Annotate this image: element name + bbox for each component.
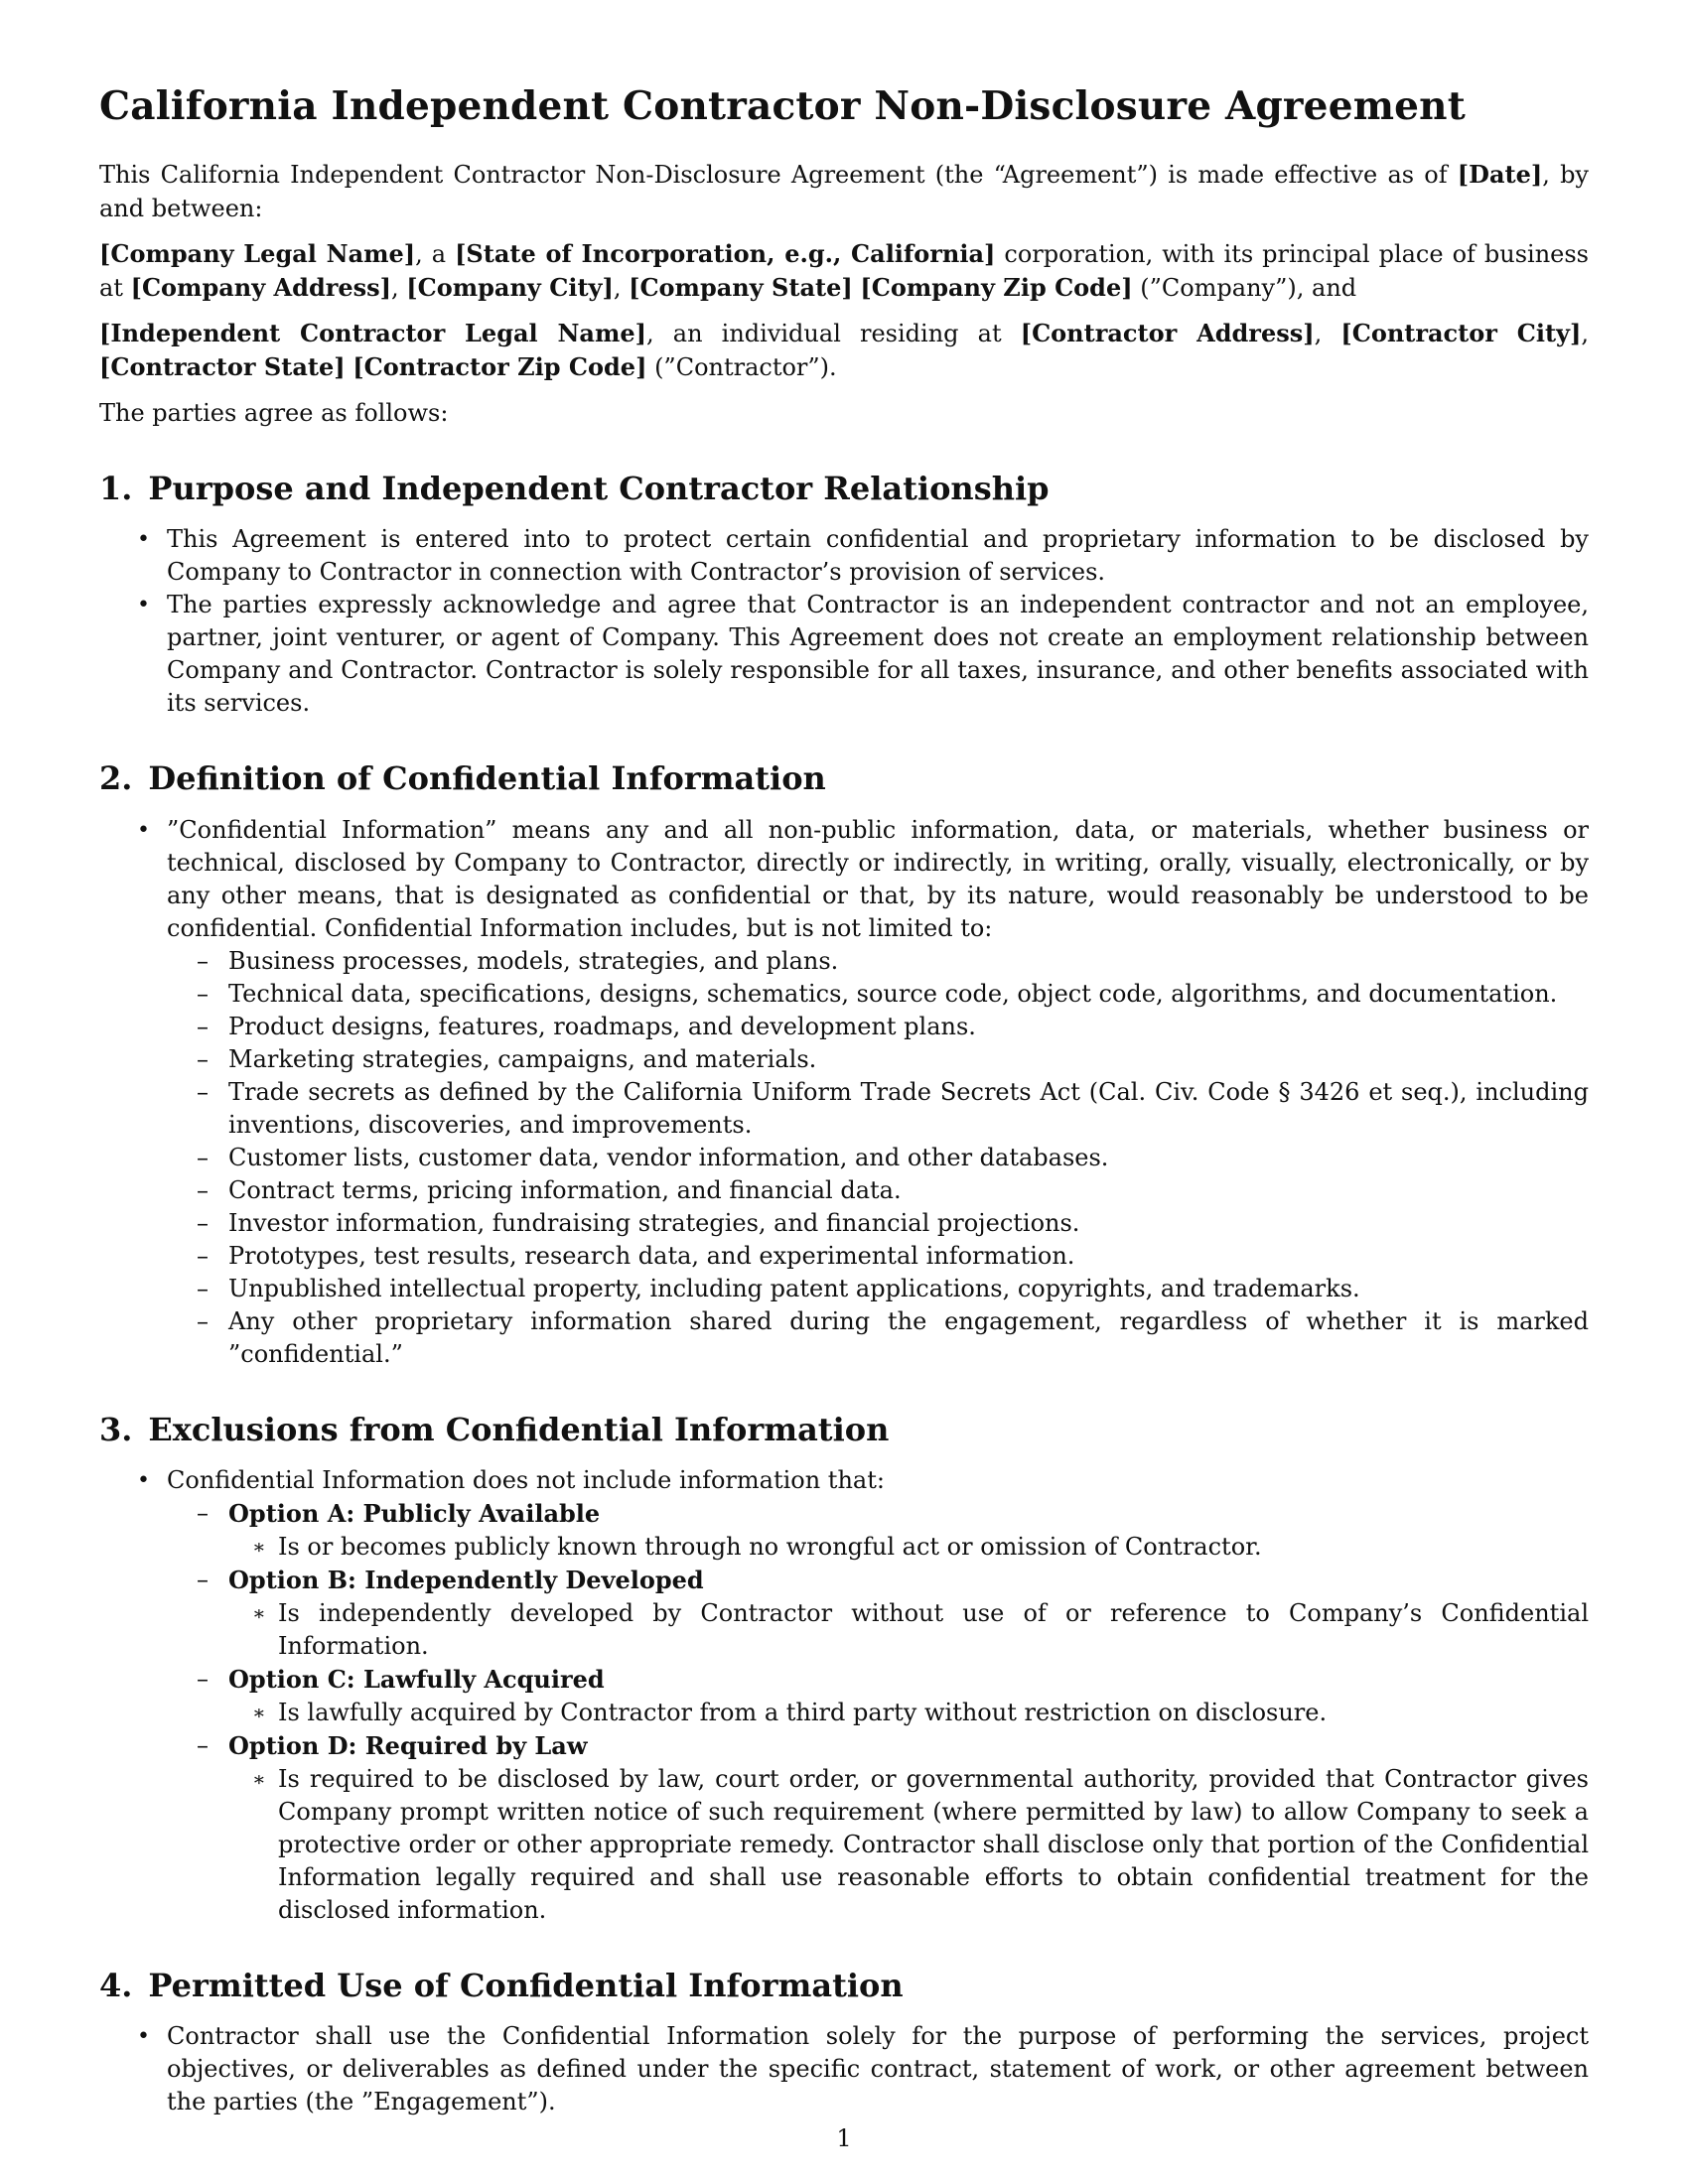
sublist-item-text: Prototypes, test results, research data, and experimental information. [228,1241,1075,1270]
sublist-item-text: Customer lists, customer data, vendor information, and other databases. [228,1143,1109,1171]
exclusion-options-list [167,1497,1589,1927]
section-heading [99,759,1589,797]
intro-text: This California Independent Contractor Non-Disclosure Agreement (the “Agreement”) is made effective as of [99,160,1458,189]
dash-marker: – [197,1274,209,1302]
sublist-item [167,1273,1589,1305]
option-detail [228,1763,1589,1927]
list-item-text: This Agreement is entered into to protect certain confidential and proprietary information to be disclosed by Company to Contractor in connection with Contractor’s provision of services. [167,525,1589,587]
contractor-zip-placeholder: [Contractor Zip Code] [352,351,647,381]
list-item [99,523,1589,589]
sublist-item-text: Any other proprietary information shared during the engagement, regardless of whether it is marked ”confidential.” [228,1306,1589,1368]
sublist-item-text: Unpublished intellectual property, including patent applications, copyrights, and trademarks. [228,1274,1360,1302]
contractor-text: , [1581,319,1590,347]
bullet-marker: • [137,527,150,553]
sublist-item-text: Trade secrets as defined by the California Uniform Trade Secrets Act (Cal. Civ. Code § 3426 et seq.), including inventions, discoveries, and improvements. [228,1077,1589,1139]
dash-marker: – [197,1012,209,1040]
bullet-marker: • [137,2024,150,2050]
contractor-text: , [1314,319,1341,347]
dash-marker: – [197,979,209,1008]
option-detail-list [228,1697,1589,1729]
sublist-item-text: Contract terms, pricing information, and financial data. [228,1175,902,1204]
list-item-text: ”Confidential Information” means any and all non-public information, data, or materials, whether business or technical, disclosed by Company to Contractor, directly or indirectly, in writing, orally, visually, electronically, or by any other means, that is designated as confidential or that, by its nature, would reasonably be understood to be confidential. Confidential Information includes, but is not limited to: [167,815,1589,942]
star-marker: ∗ [252,1534,266,1559]
company-text: , [613,273,630,302]
sublist-item [167,1240,1589,1273]
section-number: 4. [99,1966,133,2004]
intro-closing: The parties agree as follows: [99,398,449,427]
contractor-address-placeholder: [Contractor Address] [1020,318,1315,347]
company-address-placeholder: [Company Address] [130,272,392,302]
star-marker: ∗ [252,1766,266,1791]
star-marker: ∗ [252,1700,266,1724]
sublist-item-text: Business processes, models, strategies, and plans. [228,946,839,975]
state-of-incorporation-placeholder: [State of Incorporation, e.g., California] [455,238,996,268]
option-item [167,1497,1589,1564]
section-heading [99,1411,1589,1448]
dash-marker: – [197,1565,209,1593]
sublist-item [167,1142,1589,1174]
confidential-info-sublist [167,945,1589,1371]
sublist-item-text: Technical data, specifications, designs, schematics, source code, object code, algorithms, and documentation. [228,979,1558,1008]
sublist-item-text: Product designs, features, roadmaps, and development plans. [228,1012,976,1040]
option-item [167,1729,1589,1927]
section-title: Purpose and Independent Contractor Relationship [148,469,1050,507]
date-placeholder: [Date] [1457,159,1543,189]
dash-marker: – [197,1044,209,1073]
dash-marker: – [197,1498,209,1527]
sublist-item [167,978,1589,1011]
option-detail [228,1697,1589,1729]
option-detail-list [228,1597,1589,1663]
company-name-placeholder: [Company Legal Name] [99,238,416,268]
contractor-party-paragraph [99,317,1589,384]
list-item [99,1464,1589,1927]
sublist-item [167,1011,1589,1043]
section-1-list [99,523,1589,720]
section-3-list [99,1464,1589,1927]
option-detail-text: Is independently developed by Contractor without use of or reference to Company’s Confidential Information. [278,1598,1589,1660]
intro-text-end: , by and between: [99,160,1589,222]
dash-marker: – [197,1306,209,1335]
company-zip-placeholder: [Company Zip Code] [860,272,1133,302]
section-heading [99,470,1589,507]
dash-marker: – [197,1664,209,1693]
sublist-item [167,1174,1589,1207]
bullet-marker: • [137,593,150,618]
company-city-placeholder: [Company City] [406,272,614,302]
sublist-item-text: Marketing strategies, campaigns, and materials. [228,1044,817,1073]
sublist-item [167,1207,1589,1240]
sublist-item-text: Investor information, fundraising strategies, and financial projections. [228,1208,1080,1237]
contractor-state-placeholder: [Contractor State] [99,351,346,381]
dash-marker: – [197,1208,209,1237]
dash-marker: – [197,946,209,975]
option-detail-list [228,1763,1589,1927]
option-item [167,1663,1589,1729]
company-text: (”Company”), and [1132,273,1357,302]
bullet-marker: • [137,1467,150,1493]
option-item [167,1564,1589,1663]
option-detail [228,1531,1589,1564]
section-number: 2. [99,759,133,798]
section-number: 3. [99,1410,133,1448]
sublist-item [167,1076,1589,1142]
list-item-text: Confidential Information does not include information that: [167,1465,885,1494]
company-text: , a [415,239,456,268]
list-item-text: The parties expressly acknowledge and agree that Contractor is an independent contractor and not an employee, partner, joint venturer, or agent of Company. This Agreement does not create an employment relationship between Company and Contractor. Contractor is solely responsible for all taxes, insurance, and other benefits associated with its services. [167,591,1589,718]
dash-marker: – [197,1077,209,1106]
contractor-city-placeholder: [Contractor City] [1340,318,1582,347]
option-detail [228,1597,1589,1663]
sublist-item [167,945,1589,978]
star-marker: ∗ [252,1600,266,1625]
company-text: , [391,273,407,302]
document-title: California Independent Contractor Non-Disclosure Agreement [99,83,1466,129]
section-2-list [99,814,1589,1371]
contractor-name-placeholder: [Independent Contractor Legal Name] [99,318,647,347]
section-number: 1. [99,469,133,507]
section-4-list [99,2020,1589,2118]
option-detail-list [228,1531,1589,1564]
contractor-text: , an individual residing at [646,319,1021,347]
option-label: Option A: Publicly Available [228,1498,601,1528]
sublist-item [167,1305,1589,1371]
company-text: corporation, with its principal place of business at [99,239,1589,302]
document-page [99,83,1589,2118]
company-party-paragraph [99,237,1589,305]
bullet-marker: • [137,817,150,843]
option-detail-text: Is lawfully acquired by Contractor from a third party without restriction on disclosure. [278,1698,1328,1726]
list-item [99,589,1589,720]
section-title: Exclusions from Confidential Information [148,1410,890,1448]
option-label: Option D: Required by Law [228,1730,588,1760]
company-state-placeholder: [Company State] [629,272,853,302]
page-number: 1 [836,2124,852,2152]
option-detail-text: Is required to be disclosed by law, court order, or governmental authority, provided that Contractor gives Company prompt written notice of such requirement (where permitted by law) to allow Company to seek a protective order or other appropriate remedy. Contractor shall disclose only that portion of the Confidential Information legally required and shall use reasonable efforts to obtain confidential treatment for the disclosed information. [278,1764,1589,1924]
section-title: Permitted Use of Confidential Information [148,1966,904,2004]
intro-paragraph [99,158,1589,225]
section-heading [99,1967,1589,2004]
list-item-text: Contractor shall use the Confidential Information solely for the purpose of performing the services, project objectives, or deliverables as defined under the specific contract, statement of work, or other agreement between the parties (the ”Engagement”). [167,2022,1589,2116]
list-item [99,2020,1589,2118]
list-item [99,814,1589,1371]
option-label: Option C: Lawfully Acquired [228,1664,605,1694]
option-detail-text: Is or becomes publicly known through no wrongful act or omission of Contractor. [278,1532,1262,1561]
sublist-item [167,1043,1589,1076]
contractor-text: (”Contractor”). [646,352,837,381]
dash-marker: – [197,1241,209,1270]
dash-marker: – [197,1175,209,1204]
dash-marker: – [197,1143,209,1171]
option-label: Option B: Independently Developed [228,1565,704,1594]
section-title: Definition of Confidential Information [148,759,826,798]
dash-marker: – [197,1730,209,1759]
